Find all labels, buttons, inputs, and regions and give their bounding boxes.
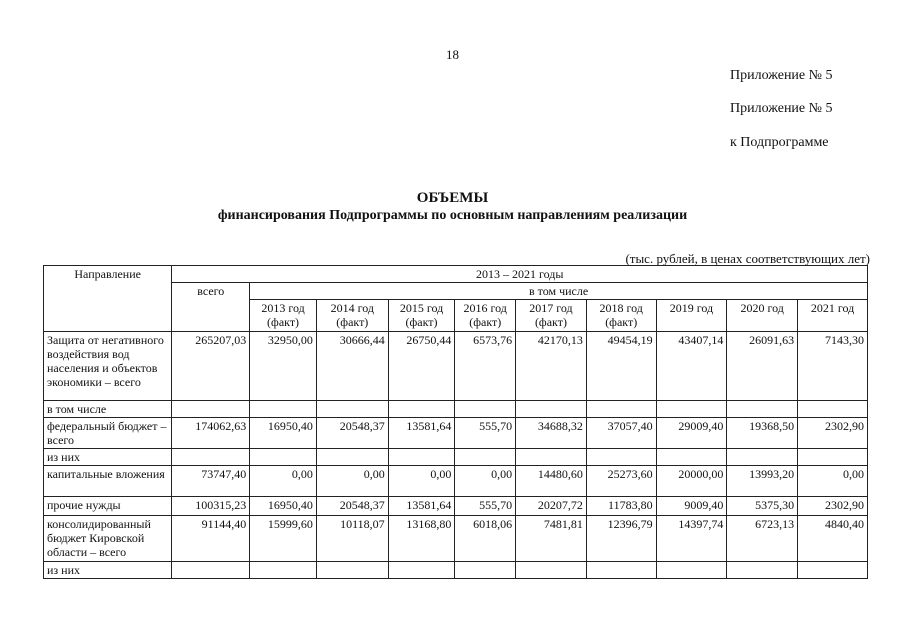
value-cell: 20548,37: [316, 418, 388, 449]
year-header: 2017 год (факт): [516, 300, 587, 332]
value-cell: [388, 449, 455, 466]
including-header: в том числе: [250, 283, 868, 300]
financing-table: [43, 265, 868, 579]
value-cell: 15999,60: [250, 516, 317, 562]
value-cell: 265207,03: [172, 332, 250, 401]
value-cell: [250, 449, 317, 466]
value-cell: [656, 449, 727, 466]
value-cell: 42170,13: [516, 332, 587, 401]
row-label: из них: [44, 562, 172, 579]
value-cell: [455, 562, 516, 579]
value-cell: 2302,90: [798, 497, 868, 516]
value-cell: 91144,40: [172, 516, 250, 562]
value-cell: 13993,20: [727, 466, 798, 497]
annex-line-3: к Подпрограмме: [730, 135, 829, 150]
year-header: 2019 год: [656, 300, 727, 332]
value-cell: 174062,63: [172, 418, 250, 449]
table-row: [44, 562, 868, 579]
value-cell: 10118,07: [316, 516, 388, 562]
value-cell: 20207,72: [516, 497, 587, 516]
value-cell: [586, 562, 656, 579]
value-cell: 7143,30: [798, 332, 868, 401]
value-cell: 0,00: [316, 466, 388, 497]
value-cell: 7481,81: [516, 516, 587, 562]
value-cell: [798, 449, 868, 466]
value-cell: [172, 562, 250, 579]
value-cell: 11783,80: [586, 497, 656, 516]
value-cell: 0,00: [798, 466, 868, 497]
value-cell: [172, 401, 250, 418]
value-cell: 6018,06: [455, 516, 516, 562]
row-label: прочие нужды: [44, 497, 172, 516]
value-cell: [388, 401, 455, 418]
value-cell: [455, 449, 516, 466]
value-cell: 19368,50: [727, 418, 798, 449]
row-label: в том числе: [44, 401, 172, 418]
value-cell: 20000,00: [656, 466, 727, 497]
value-cell: 13581,64: [388, 497, 455, 516]
value-cell: [455, 401, 516, 418]
row-label: из них: [44, 449, 172, 466]
value-cell: [516, 562, 587, 579]
value-cell: 25273,60: [586, 466, 656, 497]
value-cell: [250, 401, 317, 418]
value-cell: 16950,40: [250, 418, 317, 449]
value-cell: [586, 449, 656, 466]
year-header: 2016 год (факт): [455, 300, 516, 332]
year-header: 2013 год (факт): [250, 300, 317, 332]
value-cell: 6573,76: [455, 332, 516, 401]
value-cell: [388, 562, 455, 579]
value-cell: 555,70: [455, 418, 516, 449]
table-row: [44, 401, 868, 418]
value-cell: [316, 562, 388, 579]
value-cell: 26750,44: [388, 332, 455, 401]
value-cell: 16950,40: [250, 497, 317, 516]
value-cell: 49454,19: [586, 332, 656, 401]
value-cell: 6723,13: [727, 516, 798, 562]
value-cell: 13168,80: [388, 516, 455, 562]
value-cell: 43407,14: [656, 332, 727, 401]
value-cell: 14480,60: [516, 466, 587, 497]
year-header: 2021 год: [798, 300, 868, 332]
page-number: 18: [446, 47, 459, 62]
header-row-period: [44, 266, 868, 283]
value-cell: [727, 562, 798, 579]
value-cell: [798, 401, 868, 418]
value-cell: 20548,37: [316, 497, 388, 516]
value-cell: 2302,90: [798, 418, 868, 449]
value-cell: [516, 401, 587, 418]
year-header: 2018 год (факт): [586, 300, 656, 332]
total-header: всего: [172, 283, 250, 332]
value-cell: 29009,40: [656, 418, 727, 449]
value-cell: 37057,40: [586, 418, 656, 449]
row-label: Защита от негативного воздействия вод населения и объектов экономики – всего: [44, 332, 172, 401]
document-title: ОБЪЕМЫ: [416, 190, 489, 206]
direction-header: Направление: [44, 266, 172, 332]
annex-line-2: Приложение № 5: [730, 101, 833, 116]
year-header: 2015 год (факт): [388, 300, 455, 332]
value-cell: [798, 562, 868, 579]
annex-line-1: Приложение № 5: [730, 68, 833, 83]
value-cell: 0,00: [250, 466, 317, 497]
value-cell: 73747,40: [172, 466, 250, 497]
value-cell: 13581,64: [388, 418, 455, 449]
document-subtitle: финансирования Подпрограммы по основным направлениям реализации: [217, 208, 688, 223]
year-header: 2014 год (факт): [316, 300, 388, 332]
value-cell: 100315,23: [172, 497, 250, 516]
value-cell: 32950,00: [250, 332, 317, 401]
value-cell: [316, 449, 388, 466]
year-header: 2020 год: [727, 300, 798, 332]
value-cell: 26091,63: [727, 332, 798, 401]
value-cell: [727, 449, 798, 466]
value-cell: 5375,30: [727, 497, 798, 516]
period-header: 2013 – 2021 годы: [172, 266, 868, 283]
row-label: федеральный бюджет – всего: [44, 418, 172, 449]
units-note: (тыс. рублей, в ценах соответствующих лет): [625, 251, 870, 266]
table-row: [44, 466, 868, 497]
table-row: [44, 418, 868, 449]
row-label: капитальные вложения: [44, 466, 172, 497]
table-row: [44, 449, 868, 466]
value-cell: 12396,79: [586, 516, 656, 562]
value-cell: [250, 562, 317, 579]
value-cell: [727, 401, 798, 418]
table-row: [44, 332, 868, 401]
value-cell: [172, 449, 250, 466]
value-cell: [586, 401, 656, 418]
value-cell: 30666,44: [316, 332, 388, 401]
value-cell: 555,70: [455, 497, 516, 516]
table-row: [44, 516, 868, 562]
table-row: [44, 497, 868, 516]
value-cell: [516, 449, 587, 466]
value-cell: [316, 401, 388, 418]
value-cell: 34688,32: [516, 418, 587, 449]
value-cell: [656, 562, 727, 579]
value-cell: 0,00: [388, 466, 455, 497]
value-cell: 4840,40: [798, 516, 868, 562]
value-cell: 14397,74: [656, 516, 727, 562]
row-label: консолидированный бюджет Кировской области – всего: [44, 516, 172, 562]
value-cell: [656, 401, 727, 418]
value-cell: 9009,40: [656, 497, 727, 516]
value-cell: 0,00: [455, 466, 516, 497]
